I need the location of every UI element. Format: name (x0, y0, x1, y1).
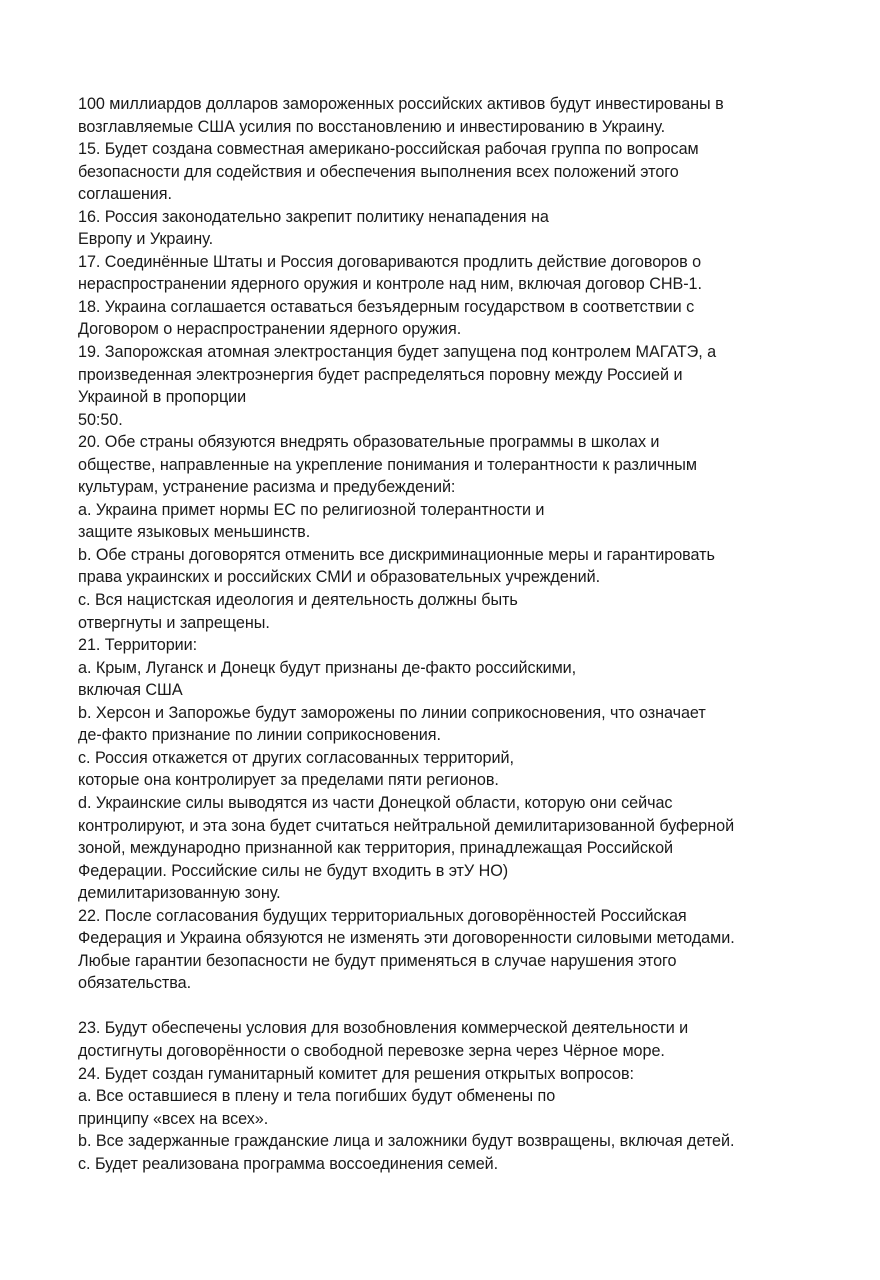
text-line: c. Россия откажется от других согласованных территорий, (78, 748, 514, 767)
text-line: Любые гарантии безопасности не будут применяться в случае нарушения этого (78, 951, 677, 970)
text-line: безопасности для содействия и обеспечения выполнения всех положений этого (78, 162, 679, 181)
text-line: демилитаризованную зону. (78, 884, 281, 903)
text-line: Договором о нераспространении ядерного оружия. (78, 320, 462, 339)
text-line: нераспространении ядерного оружия и контроле над ним, включая договор СНВ-1. (78, 275, 702, 294)
text-line: культурам, устранение расизма и предубеждений: (78, 478, 456, 497)
text-line: включая США (78, 681, 183, 700)
text-line: 50:50. (78, 410, 123, 429)
text-line: a. Все оставшиеся в плену и тела погибших будут обменены по (78, 1087, 556, 1106)
text-line: c. Вся нацистская идеология и деятельность должны быть (78, 591, 518, 610)
text-line: 22. После согласования будущих территориальных договорённостей Российская (78, 906, 687, 925)
text-line: c. Будет реализована программа воссоединения семей. (78, 1154, 499, 1173)
text-line: 15. Будет создана совместная американо-российская рабочая группа по вопросам (78, 140, 699, 159)
text-line: обязательства. (78, 974, 192, 993)
text-line: зоной, международно признанной как территория, принадлежащая Российской (78, 839, 674, 858)
blank-line (78, 995, 838, 1018)
text-line: отвергнуты и запрещены. (78, 613, 270, 632)
text-line: Европу и Украину. (78, 230, 214, 249)
text-line: 20. Обе страны обязуются внедрять образовательные программы в школах и (78, 433, 660, 452)
text-line: де-факто признание по линии соприкосновения. (78, 726, 441, 745)
text-line: достигнуты договорённости о свободной перевозке зерна через Чёрное море. (78, 1041, 665, 1060)
text-line: Федерации. Российские силы не будут входить в этУ НО) (78, 861, 509, 880)
text-line: обществе, направленные на укрепление понимания и толерантности к различным (78, 455, 697, 474)
text-line: 21. Территории: (78, 636, 198, 655)
text-line: произведенная электроэнергия будет распределяться поровну между Россией и (78, 365, 683, 384)
text-line: 16. Россия законодательно закрепит политику ненападения на (78, 207, 549, 226)
text-line: 24. Будет создан гуманитарный комитет для решения открытых вопросов: (78, 1064, 634, 1083)
text-line: возглавляемые США усилия по восстановлению и инвестированию в Украину. (78, 117, 666, 136)
text-line: 19. Запорожская атомная электростанция будет запущена под контролем МАГАТЭ, а (78, 343, 717, 362)
document-page (78, 93, 838, 1175)
text-line: защите языковых меньшинств. (78, 523, 311, 542)
text-line: контролируют, и эта зона будет считаться нейтральной демилитаризованной буферной (78, 816, 735, 835)
text-line: b. Херсон и Запорожье будут заморожены по линии соприкосновения, что означает (78, 703, 706, 722)
text-line: 18. Украина соглашается оставаться безъядерным государством в соответствии с (78, 297, 695, 316)
text-line: соглашения. (78, 185, 172, 204)
text-line: d. Украинские силы выводятся из части Донецкой области, которую они сейчас (78, 793, 673, 812)
text-line: 100 миллиардов долларов замороженных российских активов будут инвестированы в (78, 95, 724, 113)
text-line: принципу «всех на всех». (78, 1109, 269, 1128)
text-line: 17. Соединённые Штаты и Россия договариваются продлить действие договоров о (78, 252, 702, 271)
text-line: b. Обе страны договорятся отменить все дискриминационные меры и гарантировать (78, 545, 715, 564)
text-line: a. Украина примет нормы ЕС по религиозной толерантности и (78, 500, 545, 519)
text-line: b. Все задержанные гражданские лица и заложники будут возвращены, включая детей. (78, 1132, 735, 1151)
text-line: Украиной в пропорции (78, 388, 247, 407)
text-line: a. Крым, Луганск и Донецк будут признаны де-факто российскими, (78, 658, 577, 677)
text-line: 23. Будут обеспечены условия для возобновления коммерческой деятельности и (78, 1019, 689, 1038)
text-line: права украинских и российских СМИ и образовательных учреждений. (78, 568, 601, 587)
text-line: которые она контролирует за пределами пяти регионов. (78, 771, 499, 790)
text-line: Федерация и Украина обязуются не изменять эти договоренности силовыми методами. (78, 929, 735, 948)
